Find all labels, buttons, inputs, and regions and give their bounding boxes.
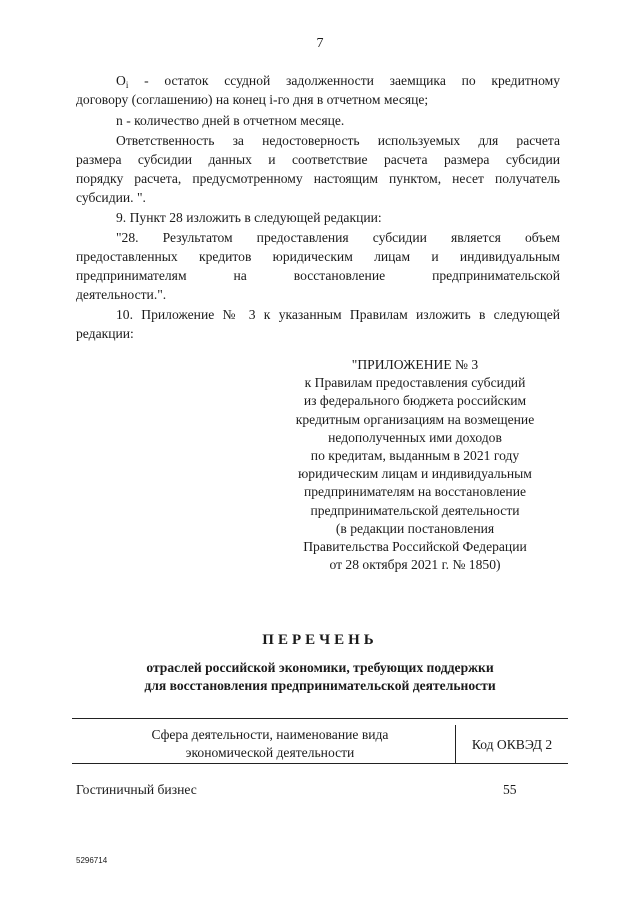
appendix-line-11: Правительства Российской Федерации xyxy=(303,539,527,555)
appendix-line-6: по кредитам, выданным в 2021 году xyxy=(310,448,520,464)
list-subtitle-line-1: отраслей российской экономики, требующих поддержки xyxy=(146,660,494,675)
o-variable-subscript: i xyxy=(125,80,129,90)
table-top-border xyxy=(72,718,568,719)
appendix-line-8: предпринимателям на восстановление xyxy=(303,484,527,500)
appendix-line-5: недополученных ими доходов xyxy=(328,429,502,445)
page-number: 7 xyxy=(316,36,324,51)
responsibility-line-3: порядку расчета, предусмотренному настоящим пунктом, несет получатель xyxy=(76,171,560,186)
item-28-line-2: предоставленных кредитов юридическим лицам и индивидуальным xyxy=(76,249,560,264)
responsibility-line-2: размера субсидии данных и соответствие расчета размера субсидии xyxy=(76,152,560,167)
responsibility-line-4: субсидии. ". xyxy=(76,190,146,205)
table-header-activity-line-2: экономической деятельности xyxy=(185,745,355,760)
appendix-line-10: (в редакции постановления xyxy=(335,520,495,536)
table-row-code: 55 xyxy=(503,782,517,797)
list-subtitle-line-2: для восстановления предпринимательской деятельности xyxy=(144,678,496,693)
o-variable: O xyxy=(116,73,126,88)
appendix-line-9: предпринимательской деятельности xyxy=(310,502,520,518)
list-title: ПЕРЕЧЕНЬ xyxy=(262,632,378,648)
appendix-line-1: "ПРИЛОЖЕНИЕ № 3 xyxy=(351,357,479,372)
item-28-line-3: предпринимателям на восстановление предпринимательской xyxy=(76,268,560,283)
table-header-activity-line-1: Сфера деятельности, наименование вида xyxy=(151,727,389,742)
o-definition-line-2: договору (соглашению) на конец i-го дня в отчетном месяце; xyxy=(76,92,429,107)
item-28-line-1: "28. Результатом предоставления субсидии является объем xyxy=(116,230,560,245)
table-header-bottom-border xyxy=(72,763,568,764)
table-header-activity xyxy=(100,726,440,762)
table-row-name: Гостиничный бизнес xyxy=(76,782,197,797)
table-header-okved-code: Код ОКВЭД 2 xyxy=(471,737,553,752)
document-footer-code: 5296714 xyxy=(76,856,108,865)
appendix-line-3: из федерального бюджета российским xyxy=(303,393,527,409)
item-9: 9. Пункт 28 изложить в следующей редакции: xyxy=(116,210,382,225)
appendix-line-7: юридическим лицам и индивидуальным xyxy=(298,466,532,482)
appendix-line-4: кредитным организациям на возмещение xyxy=(295,411,535,427)
appendix-header xyxy=(262,356,568,574)
appendix-line-12: от 28 октября 2021 г. № 1850) xyxy=(329,557,501,573)
n-definition: n - количество дней в отчетном месяце. xyxy=(116,113,345,128)
o-definition-text: - остаток ссудной задолженности заемщика по кредитному xyxy=(128,73,560,88)
item-28-line-4: деятельности.". xyxy=(76,287,167,302)
appendix-line-2: к Правилам предоставления субсидий xyxy=(304,375,526,391)
item-10-line-2: редакции: xyxy=(76,326,134,341)
item-10-line-1: 10. Приложение № 3 к указанным Правилам изложить в следующей xyxy=(116,307,560,322)
responsibility-line-1: Ответственность за недостоверность используемых для расчета xyxy=(116,133,560,148)
